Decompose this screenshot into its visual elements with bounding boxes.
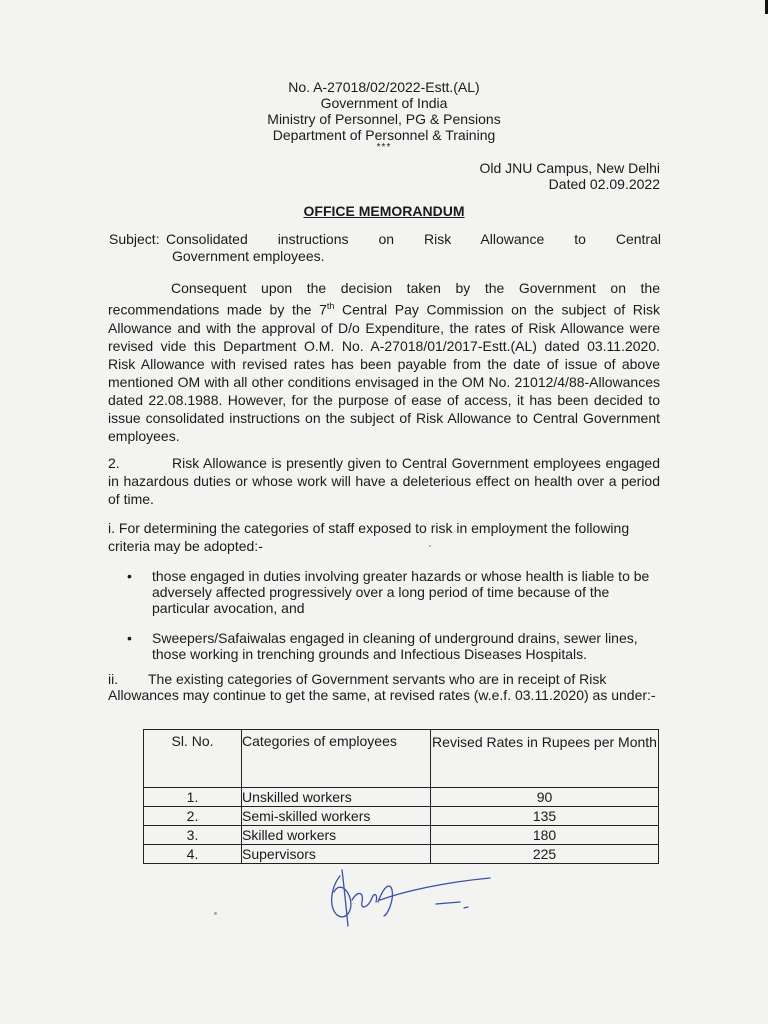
cell-rate: 135 xyxy=(431,807,659,826)
cell-rate: 225 xyxy=(431,845,659,864)
cell-serial: 4. xyxy=(144,845,242,864)
subject-block xyxy=(109,231,661,265)
bullet-icon: • xyxy=(127,630,132,646)
header-serial-number: Sl. No. xyxy=(144,730,242,788)
paragraph-1-start: Consequent upon the decision taken by the Government on the recommendations made by the 7 xyxy=(108,280,660,318)
paragraph-2 xyxy=(108,454,660,508)
paragraph-1 xyxy=(108,279,660,445)
ministry-name: Ministry of Personnel, PG & Pensions xyxy=(267,111,501,127)
criteria-list xyxy=(127,568,657,676)
paragraph-ii xyxy=(108,671,660,703)
location: Old JNU Campus, New Delhi xyxy=(479,160,660,176)
cell-category: Supervisors xyxy=(242,845,431,864)
subject-label: Subject: xyxy=(109,231,160,247)
government-name: Government of India xyxy=(320,95,448,111)
paragraph-1-rest: Central Pay Commission on the subject of Risk Allowance and with the approval of D/o Expenditure, the rates of Risk Allowance were revised vide this Department O.M. No. A-27018/01/2017-Estt.(AL) dated 03.11.2020. Risk Allowance with revised rates has been payable from the date of issue of above mentioned OM with all other conditions envisaged in the OM No. 21012/4/88-Allowances dated 22.08.1988. However, for the purpose of ease of access, it has been decided to issue consolidated instructions on the subject of Risk Allowance to Central Government employees. xyxy=(108,301,660,444)
list-item xyxy=(127,630,657,662)
scan-speck xyxy=(214,912,217,915)
list-item-text: those engaged in duties involving greater hazards or whose health is liable to be adversely affected progressively over a long period of time because of the particular avocation, and xyxy=(152,568,650,616)
cell-rate: 180 xyxy=(431,826,659,845)
cell-serial: 1. xyxy=(144,788,242,807)
table-row xyxy=(144,807,659,826)
subject-line-1: Consolidated instructions on Risk Allowance to Central xyxy=(166,231,661,247)
paragraph-2-text: Risk Allowance is presently given to Central Government employees engaged in hazardous duties or whose work will have a deleterious effect on health over a period of time. xyxy=(108,455,660,507)
letterhead xyxy=(0,79,768,153)
header-category: Categories of employees xyxy=(242,730,431,788)
reference-number: No. A-27018/02/2022-Estt.(AL) xyxy=(288,79,480,95)
paragraph-ii-number: ii. xyxy=(108,671,119,687)
bullet-icon: • xyxy=(127,568,132,584)
ordinal-superscript: th xyxy=(326,301,335,311)
cell-serial: 2. xyxy=(144,807,242,826)
place-and-date xyxy=(480,160,661,192)
table-header-row xyxy=(144,730,659,788)
paragraph-ii-text: The existing categories of Government servants who are in receipt of Risk Allowances may continue to get the same, at revised rates (w.e.f. 03.11.2020) as under:- xyxy=(108,671,656,703)
cell-rate: 90 xyxy=(431,788,659,807)
table-row xyxy=(144,788,659,807)
cell-category: Unskilled workers xyxy=(242,788,431,807)
handwritten-signature xyxy=(318,856,498,936)
department-name: Department of Personnel & Training xyxy=(272,127,496,143)
cell-category: Skilled workers xyxy=(242,826,431,845)
risk-allowance-rates-table xyxy=(143,729,659,864)
paragraph-2-number: 2. xyxy=(108,455,120,471)
cell-category: Semi-skilled workers xyxy=(242,807,431,826)
subject-line-2: Government employees. xyxy=(172,248,325,264)
criteria-intro: i. For determining the categories of staff exposed to risk in employment the following criteria may be adopted:- xyxy=(108,520,630,554)
issue-date: Dated 02.09.2022 xyxy=(548,176,660,192)
list-item-text: Sweepers/Safaiwalas engaged in cleaning of underground drains, sewer lines, those working in trenching grounds and Infectious Diseases Hospitals. xyxy=(152,630,638,662)
table-row xyxy=(144,826,659,845)
header-revised-rate: Revised Rates in Rupees per Month xyxy=(431,730,659,788)
scan-speck xyxy=(429,545,431,547)
cell-serial: 3. xyxy=(144,826,242,845)
list-item xyxy=(127,568,657,616)
separator-stars: *** xyxy=(376,142,392,153)
memorandum-title: OFFICE MEMORANDUM xyxy=(303,203,465,219)
